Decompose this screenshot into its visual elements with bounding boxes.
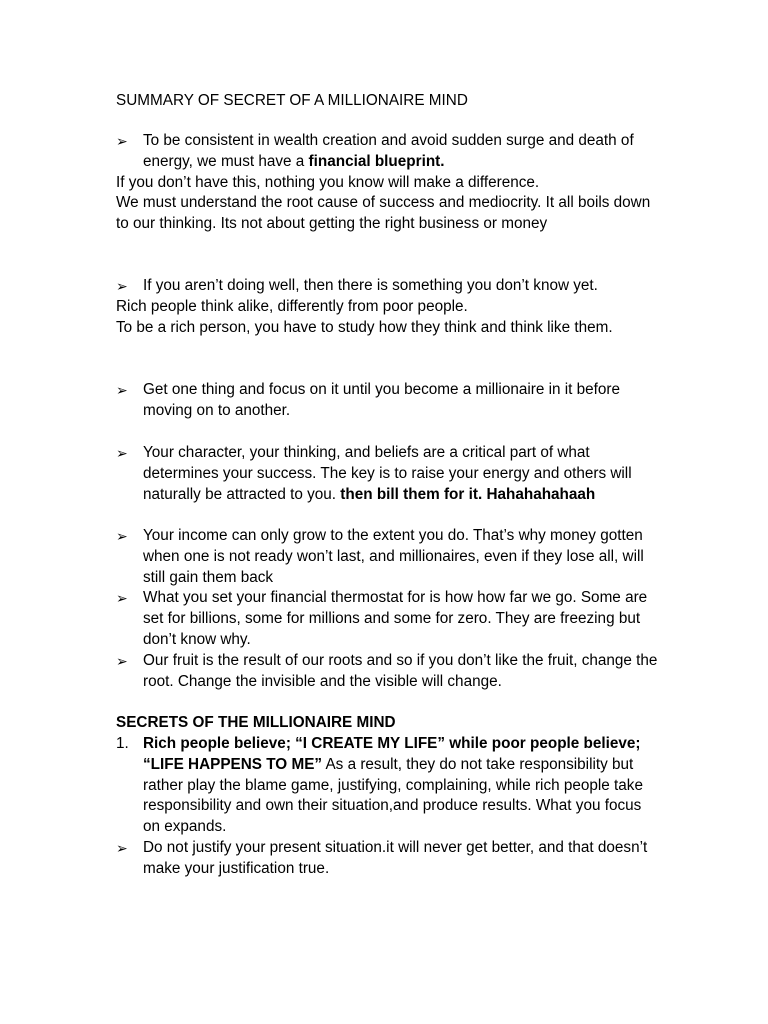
paragraph-study-rich: To be a rich person, you have to study how they think and think like them. <box>116 319 613 336</box>
bullet-text: What you set your financial thermostat for is how how far we go. Some are set for billions, some for millions and some for zero. They are freezing but don’t know why. <box>143 589 648 648</box>
bullet-item-justify <box>116 838 661 880</box>
arrow-bullet-icon: ➢ <box>116 840 128 856</box>
bullet-text: If you aren’t doing well, then there is something you don’t know yet. <box>143 277 598 294</box>
bullet-text: To be consistent in wealth creation and avoid sudden surge and death of energy, we must have a <box>143 132 634 170</box>
list-number: 1. <box>116 735 129 752</box>
bullet-item-focus <box>116 380 661 422</box>
bullet-text: Your income can only grow to the extent you do. That’s why money gotten when one is not ready won’t last, and millionaires, even if they lose all, will still gain them back <box>143 527 644 586</box>
bullet-item-fruit <box>116 651 661 693</box>
bullet-bold-text: then bill them for it. Hahahahahaah <box>340 485 596 503</box>
arrow-bullet-icon: ➢ <box>116 653 128 669</box>
bullet-bold-text: financial blueprint. <box>308 152 445 170</box>
bullet-text: Do not justify your present situation.it will never get better, and that doesn’t make your justification true. <box>143 839 648 877</box>
numbered-text: As a result, they do not take responsibility but rather play the blame game, justifying, complaining, while rich people take responsibility and own their situation,and produce results. What you focus on expands. <box>143 755 643 836</box>
arrow-bullet-icon: ➢ <box>116 133 128 149</box>
paragraph-difference: If you don’t have this, nothing you know will make a difference. <box>116 174 540 191</box>
arrow-bullet-icon: ➢ <box>116 278 128 294</box>
arrow-bullet-icon: ➢ <box>116 528 128 544</box>
bullet-item-blueprint <box>116 131 661 173</box>
paragraph-rich-think-alike: Rich people think alike, differently from poor people. <box>116 298 468 315</box>
arrow-bullet-icon: ➢ <box>116 590 128 606</box>
numbered-bold-text: Rich people believe; “I CREATE MY LIFE” while poor people believe; “LIFE HAPPENS TO ME” <box>143 735 641 773</box>
bullet-item-income <box>116 526 661 588</box>
numbered-item-1 <box>116 734 661 838</box>
section-heading: SECRETS OF THE MILLIONAIRE MIND <box>116 714 396 731</box>
document-title: SUMMARY OF SECRET OF A MILLIONAIRE MIND <box>116 92 468 109</box>
paragraph-root-cause: We must understand the root cause of success and mediocrity. It all boils down to our thinking. Its not about getting the right business or money <box>116 194 651 232</box>
bullet-item-thermostat <box>116 588 661 650</box>
arrow-bullet-icon: ➢ <box>116 382 128 398</box>
bullet-item-not-doing-well <box>116 276 661 297</box>
bullet-text: Our fruit is the result of our roots and so if you don’t like the fruit, change the root. Change the invisible and the visible will change. <box>143 652 658 690</box>
bullet-text: Get one thing and focus on it until you become a millionaire in it before moving on to another. <box>143 381 621 419</box>
arrow-bullet-icon: ➢ <box>116 445 128 461</box>
bullet-text: Your character, your thinking, and beliefs are a critical part of what determines your success. The key is to raise your energy and others will naturally be attracted to you. <box>143 444 632 503</box>
bullet-item-character <box>116 443 661 505</box>
